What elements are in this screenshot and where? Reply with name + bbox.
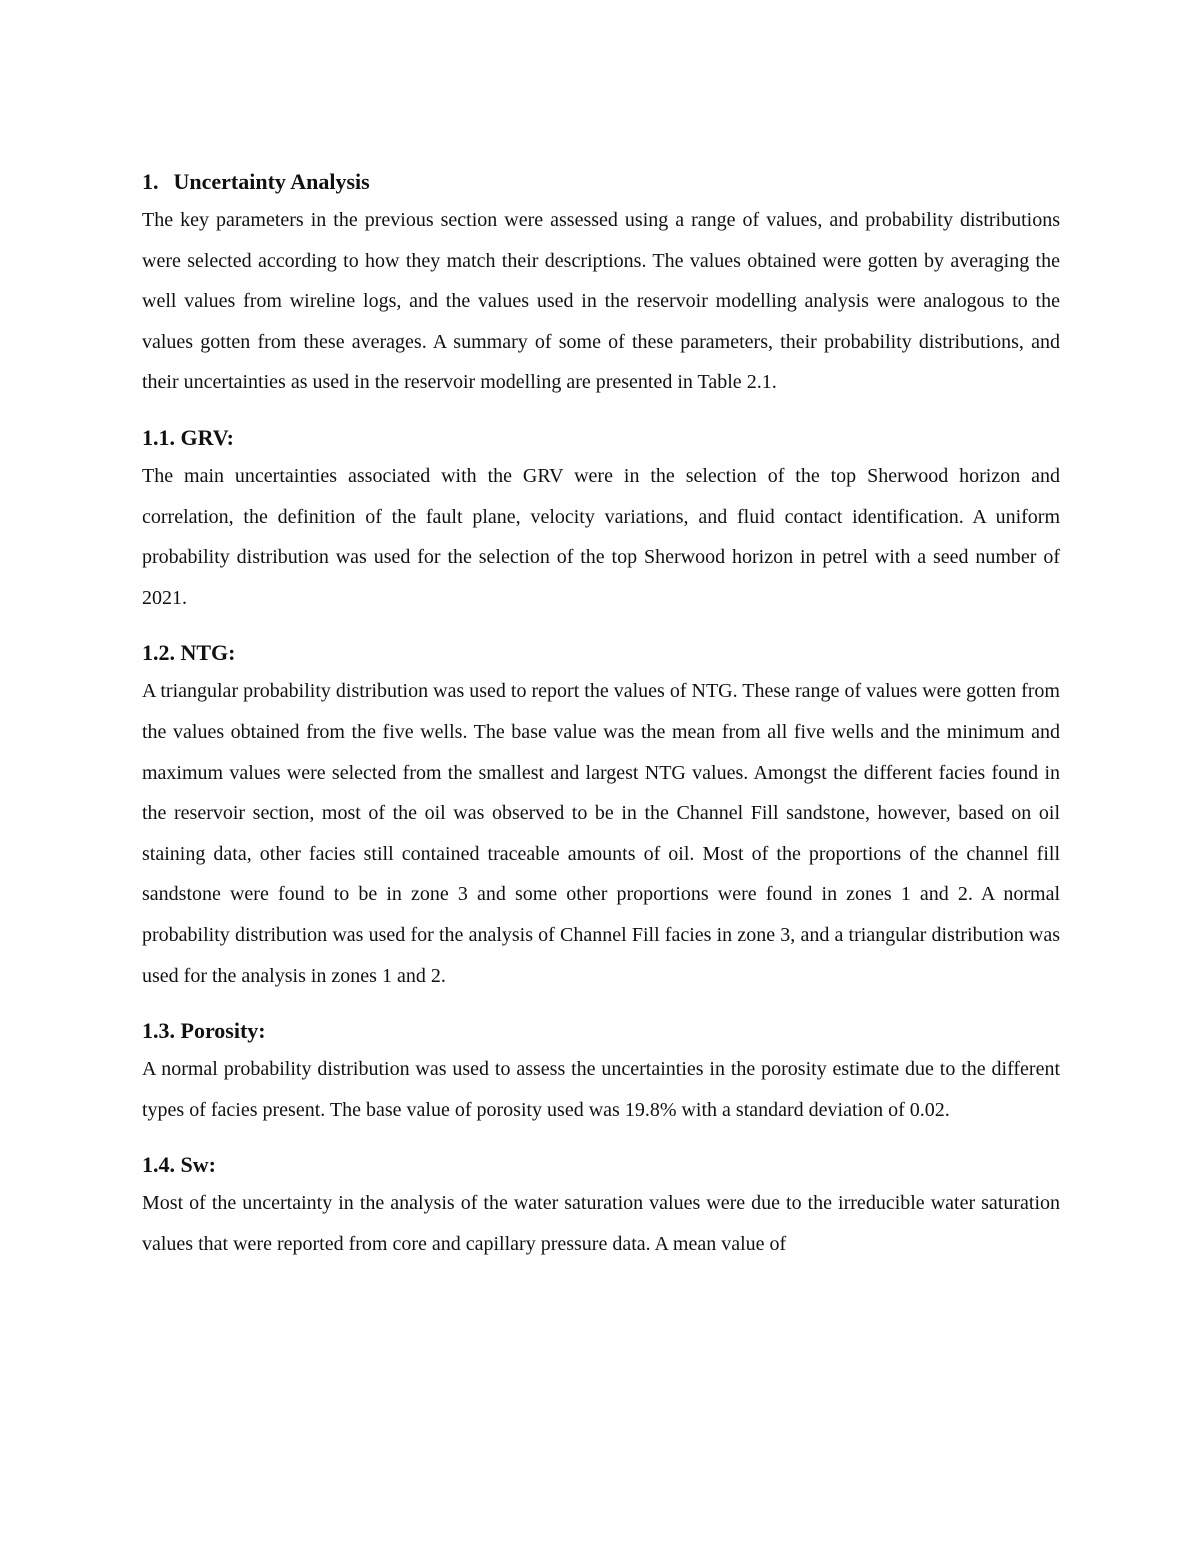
section-paragraph: The key parameters in the previous section were assessed using a range of values, and probability distributions were selected according to how they match their descriptions. The values obtained were gotten by averaging the well values from wireline logs, and the values used in the reservoir modelling analysis were analogous to the values gotten from these averages. A summary of some of these parameters, their probability distributions, and their uncertainties as used in the reservoir modelling are presented in Table 2.1.: [142, 209, 1060, 394]
section-ntg: [142, 635, 1060, 996]
subsection-number: 1.1.: [142, 424, 175, 450]
subsection-paragraph: A triangular probability distribution was used to report the values of NTG. These range of values were gotten from the values obtained from the five wells. The base value was the mean from all five wells and the minimum and maximum values were selected from the smallest and largest NTG values. Amongst the different facies found in the reservoir section, most of the oil was observed to be in the Channel Fill sandstone, however, based on oil staining data, other facies still contained traceable amounts of oil. Most of the proportions of the channel fill sandstone were found to be in zone 3 and some other proportions were found in zones 1 and 2. A normal probability distribution was used for the analysis of Channel Fill facies in zone 3, and a triangular distribution was used for the analysis in zones 1 and 2.: [142, 680, 1060, 987]
subsection-title: NTG:: [180, 640, 236, 666]
spacer: [142, 618, 1060, 635]
section-heading: [142, 164, 1060, 200]
subsection-paragraph: A normal probability distribution was used to assess the uncertainties in the porosity estimate due to the different types of facies present. The base value of porosity used was 19.8% with a standard deviation of 0.02.: [142, 1058, 1060, 1121]
section-uncertainty-analysis: [142, 164, 1060, 403]
subsection-title: GRV:: [180, 424, 234, 450]
spacer: [142, 1130, 1060, 1147]
subsection-number: 1.3.: [142, 1018, 175, 1044]
section-grv: [142, 420, 1060, 618]
subsection-paragraph: Most of the uncertainty in the analysis of the water saturation values were due to the irreducible water saturation values that were reported from core and capillary pressure data. A mean value of: [142, 1192, 1060, 1255]
subsection-title: Porosity:: [180, 1018, 266, 1044]
subsection-number: 1.4.: [142, 1152, 175, 1178]
subsection-heading: [142, 1147, 1060, 1183]
section-number: 1.: [142, 169, 159, 194]
section-porosity: [142, 1013, 1060, 1130]
subsection-number: 1.2.: [142, 640, 175, 666]
subsection-paragraph: The main uncertainties associated with the GRV were in the selection of the top Sherwood horizon and correlation, the definition of the fault plane, velocity variations, and fluid contact identification. A uniform probability distribution was used for the selection of the top Sherwood horizon in petrel with a seed number of 2021.: [142, 464, 1060, 609]
spacer: [142, 403, 1060, 420]
subsection-heading: [142, 1013, 1060, 1049]
document-page: [142, 164, 1060, 1264]
spacer: [142, 996, 1060, 1013]
section-title: Uncertainty Analysis: [173, 169, 370, 194]
subsection-heading: [142, 635, 1060, 671]
section-sw: [142, 1147, 1060, 1264]
subsection-heading: [142, 420, 1060, 456]
subsection-title: Sw:: [180, 1152, 216, 1178]
